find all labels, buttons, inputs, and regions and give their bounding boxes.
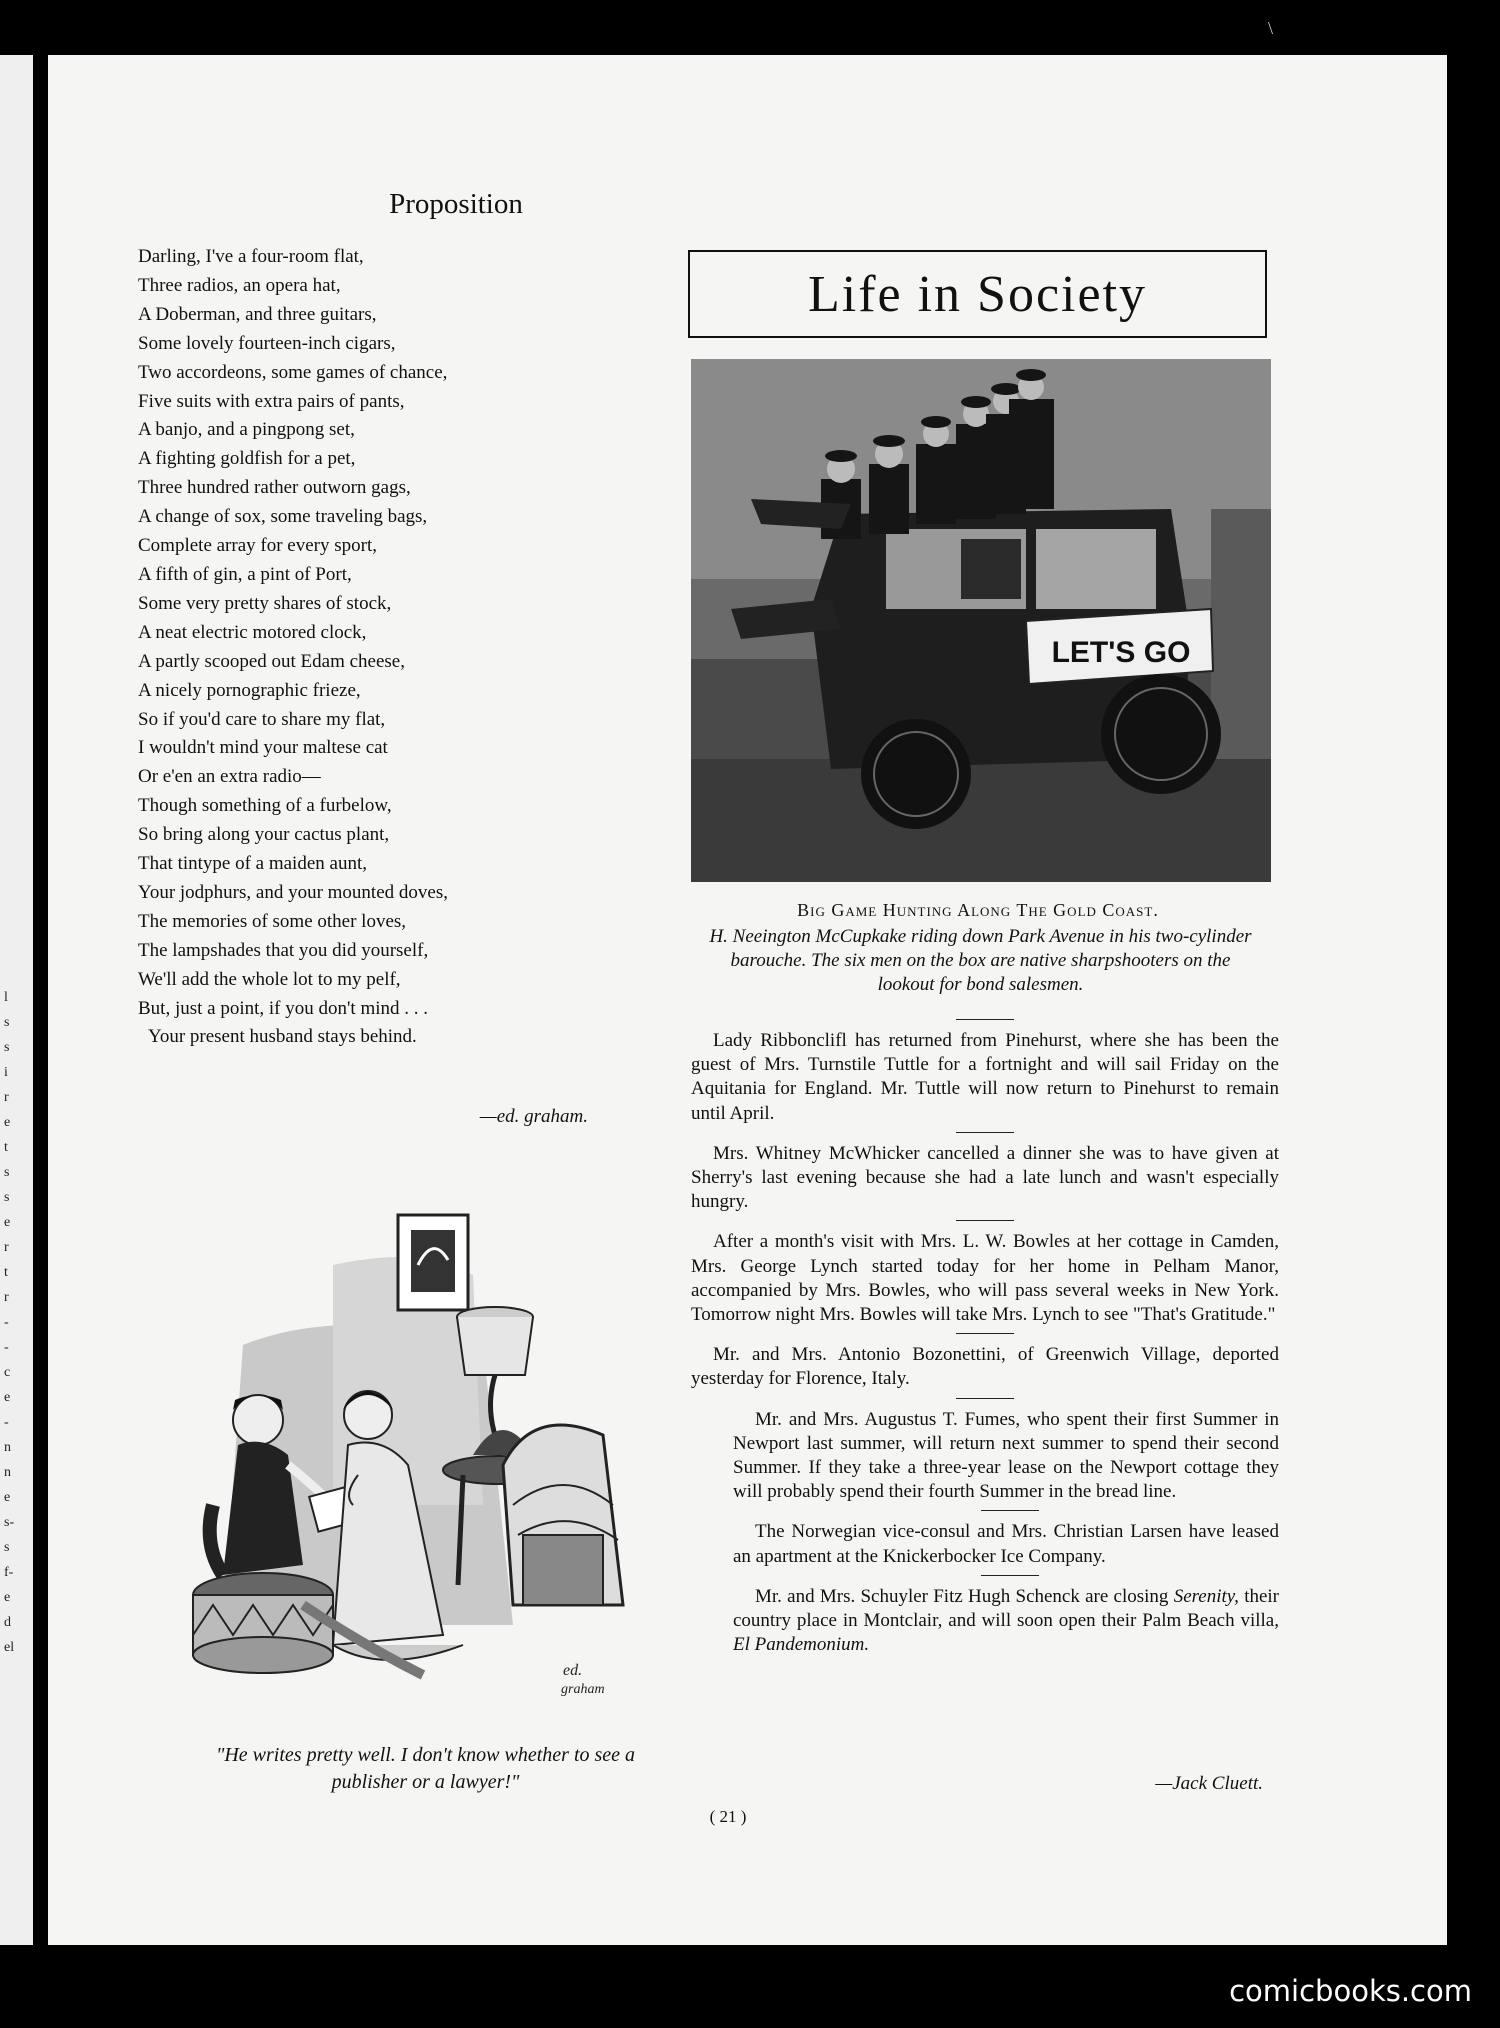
left-page-fragment: r xyxy=(4,1090,9,1105)
left-page-fragment: f- xyxy=(4,1565,14,1580)
society-column xyxy=(691,1013,1279,1657)
poem-line: Complete array for every sport, xyxy=(138,535,377,557)
poem-line: Or e'en an extra radio— xyxy=(138,766,321,788)
poem-line: So if you'd care to share my flat, xyxy=(138,708,386,730)
left-page-fragment: r xyxy=(4,1290,9,1305)
society-item xyxy=(733,1585,1279,1658)
left-page-edge xyxy=(0,55,33,1945)
left-page-fragment: e xyxy=(4,1490,11,1505)
poem-line: The lampshades that you did yourself, xyxy=(138,939,429,961)
divider xyxy=(956,1132,1014,1133)
left-page-fragment: s xyxy=(4,1165,10,1180)
left-page-fragment: el xyxy=(4,1640,15,1655)
society-item: Mrs. Whitney McWhicker cancelled a dinner she was to have given at Sherry's last evening because she had a late lunch and wasn't especially hungry. xyxy=(691,1142,1279,1213)
left-page-fragment: s xyxy=(4,1540,10,1555)
poem-signature: —ed. graham. xyxy=(479,1106,588,1127)
photo-banner-text: LET'S GO xyxy=(1051,636,1191,669)
society-item: After a month's visit with Mrs. L. W. Bowles at her cottage in Camden, Mrs. George Lynch started today for her home in Pelham Manor, accompanied by Mrs. Bowles, who will pass several weeks in New York. Tomorrow night Mrs. Bowles will take Mrs. Lynch to see "That's Gratitude." xyxy=(691,1231,1279,1326)
poem-line: Your jodphurs, and your mounted doves, xyxy=(138,881,448,903)
poem-line: A fighting goldfish for a pet, xyxy=(138,448,356,470)
poem-line: Though something of a furbelow, xyxy=(138,795,392,817)
poem-line: A fifth of gin, a pint of Port, xyxy=(138,563,352,585)
poem-line: A change of sox, some traveling bags, xyxy=(138,506,428,528)
poem-title: Proposition xyxy=(389,188,523,220)
left-page-fragment: s xyxy=(4,1190,10,1205)
society-item: Mr. and Mrs. Augustus T. Fumes, who spent their first Summer in Newport last summer, will return next summer to spend their second Summer. If they take a three-year lease on the Newport cottage they will probably spend their fourth Summer in the bread line. xyxy=(733,1408,1279,1503)
cartoon-caption-line: publisher or a lawyer!" xyxy=(331,1771,520,1793)
left-page-fragment: d xyxy=(4,1615,11,1630)
left-page-fragment: e xyxy=(4,1590,11,1605)
left-page-fragment: e xyxy=(4,1215,11,1230)
left-page-fragment: l xyxy=(4,990,8,1005)
left-page-fragment: s xyxy=(4,1015,10,1030)
section-header: Life in Society xyxy=(688,250,1267,338)
poem-line: We'll add the whole lot to my pelf, xyxy=(138,968,401,990)
page-number: ( 21 ) xyxy=(709,1807,747,1826)
poem-line: Two accordeons, some games of chance, xyxy=(138,361,448,383)
poem-line: So bring along your cactus plant, xyxy=(138,824,390,846)
svg-text:graham: graham xyxy=(561,1682,605,1697)
left-page-fragment: s xyxy=(4,1040,10,1055)
left-page-fragment: - xyxy=(4,1315,9,1330)
poem-line: But, just a point, if you don't mind . . . xyxy=(138,997,429,1019)
svg-text:ed.: ed. xyxy=(563,1662,583,1679)
poem-line: Three radios, an opera hat, xyxy=(138,274,341,296)
left-page-fragment: - xyxy=(4,1415,9,1430)
magazine-page xyxy=(48,55,1447,1945)
left-page-fragment: r xyxy=(4,1240,9,1255)
left-page-fragment: c xyxy=(4,1365,11,1380)
poem-line: Some very pretty shares of stock, xyxy=(138,592,392,614)
poem-line: That tintype of a maiden aunt, xyxy=(138,853,367,875)
divider xyxy=(981,1575,1039,1576)
place-name: Serenity, xyxy=(1173,1585,1239,1607)
divider xyxy=(956,1333,1014,1334)
divider xyxy=(956,1398,1014,1399)
left-page-fragment: e xyxy=(4,1390,11,1405)
left-page-fragment: i xyxy=(4,1065,8,1080)
poem-body xyxy=(138,243,638,1052)
poem-line: A neat electric motored clock, xyxy=(138,621,367,643)
society-item: Lady Ribbonclifl has returned from Pinehurst, where she has been the guest of Mrs. Turnstile Tuttle for a fortnight and will sail Friday on the Aquitania for England. Mr. Tuttle will now return to Pinehurst to remain until April. xyxy=(691,1030,1279,1124)
watermark: comicbooks.com xyxy=(1229,1974,1472,2008)
cartoon-illustration xyxy=(183,1205,658,1720)
left-page-fragment: t xyxy=(4,1140,8,1155)
divider xyxy=(956,1019,1014,1020)
left-page-fragment: s- xyxy=(4,1515,15,1530)
cartoon-caption-line: "He writes pretty well. I don't know whether to see a xyxy=(215,1744,636,1766)
poem-line: Darling, I've a four-room flat, xyxy=(138,246,364,267)
poem-line: Three hundred rather outworn gags, xyxy=(138,477,411,499)
poem-line: A partly scooped out Edam cheese, xyxy=(138,650,405,672)
corner-mark: \ xyxy=(1268,18,1274,38)
poem-line: A banjo, and a pingpong set, xyxy=(138,419,355,441)
divider xyxy=(956,1220,1014,1221)
poem-line: A nicely pornographic frieze, xyxy=(138,679,361,701)
photo-barouche xyxy=(691,359,1271,882)
poem-line: The memories of some other loves, xyxy=(138,910,407,932)
left-page-fragment: e xyxy=(4,1115,11,1130)
society-item-text: their country place in Montclair, and will soon open their Palm Beach villa, xyxy=(733,1585,1280,1632)
poem-line: I wouldn't mind your maltese cat xyxy=(138,737,388,759)
poem-line: Five suits with extra pairs of pants, xyxy=(138,390,405,412)
left-page-fragment: n xyxy=(4,1440,11,1455)
society-item: The Norwegian vice-consul and Mrs. Christian Larsen have leased an apartment at the Knickerbocker Ice Company. xyxy=(733,1521,1279,1567)
cartoon-caption xyxy=(148,1742,703,1796)
society-signature: —Jack Cluett. xyxy=(1155,1773,1263,1794)
poem-line: Your present husband stays behind. xyxy=(148,1026,417,1048)
society-item: Mr. and Mrs. Antonio Bozonettini, of Greenwich Village, deported yesterday for Florence, Italy. xyxy=(691,1344,1279,1390)
left-page-fragment: - xyxy=(4,1340,9,1355)
photo-caption-title: Big Game Hunting Along The Gold Coast. xyxy=(797,900,1159,920)
left-page-fragment: n xyxy=(4,1465,11,1480)
poem-line: Some lovely fourteen-inch cigars, xyxy=(138,332,396,354)
society-item-text: Mr. and Mrs. Schuyler Fitz Hugh Schenck are closing xyxy=(755,1585,1169,1607)
villa-name: El Pandemonium. xyxy=(733,1634,870,1656)
divider xyxy=(981,1510,1039,1511)
left-page-fragment: t xyxy=(4,1265,8,1280)
poem-line: A Doberman, and three guitars, xyxy=(138,303,377,325)
photo-caption: H. Neeington McCupkake riding down Park Avenue in his two-cylinder barouche. The six men on the box are native sharpshooters on the lookout for bond salesmen. xyxy=(709,926,1252,995)
